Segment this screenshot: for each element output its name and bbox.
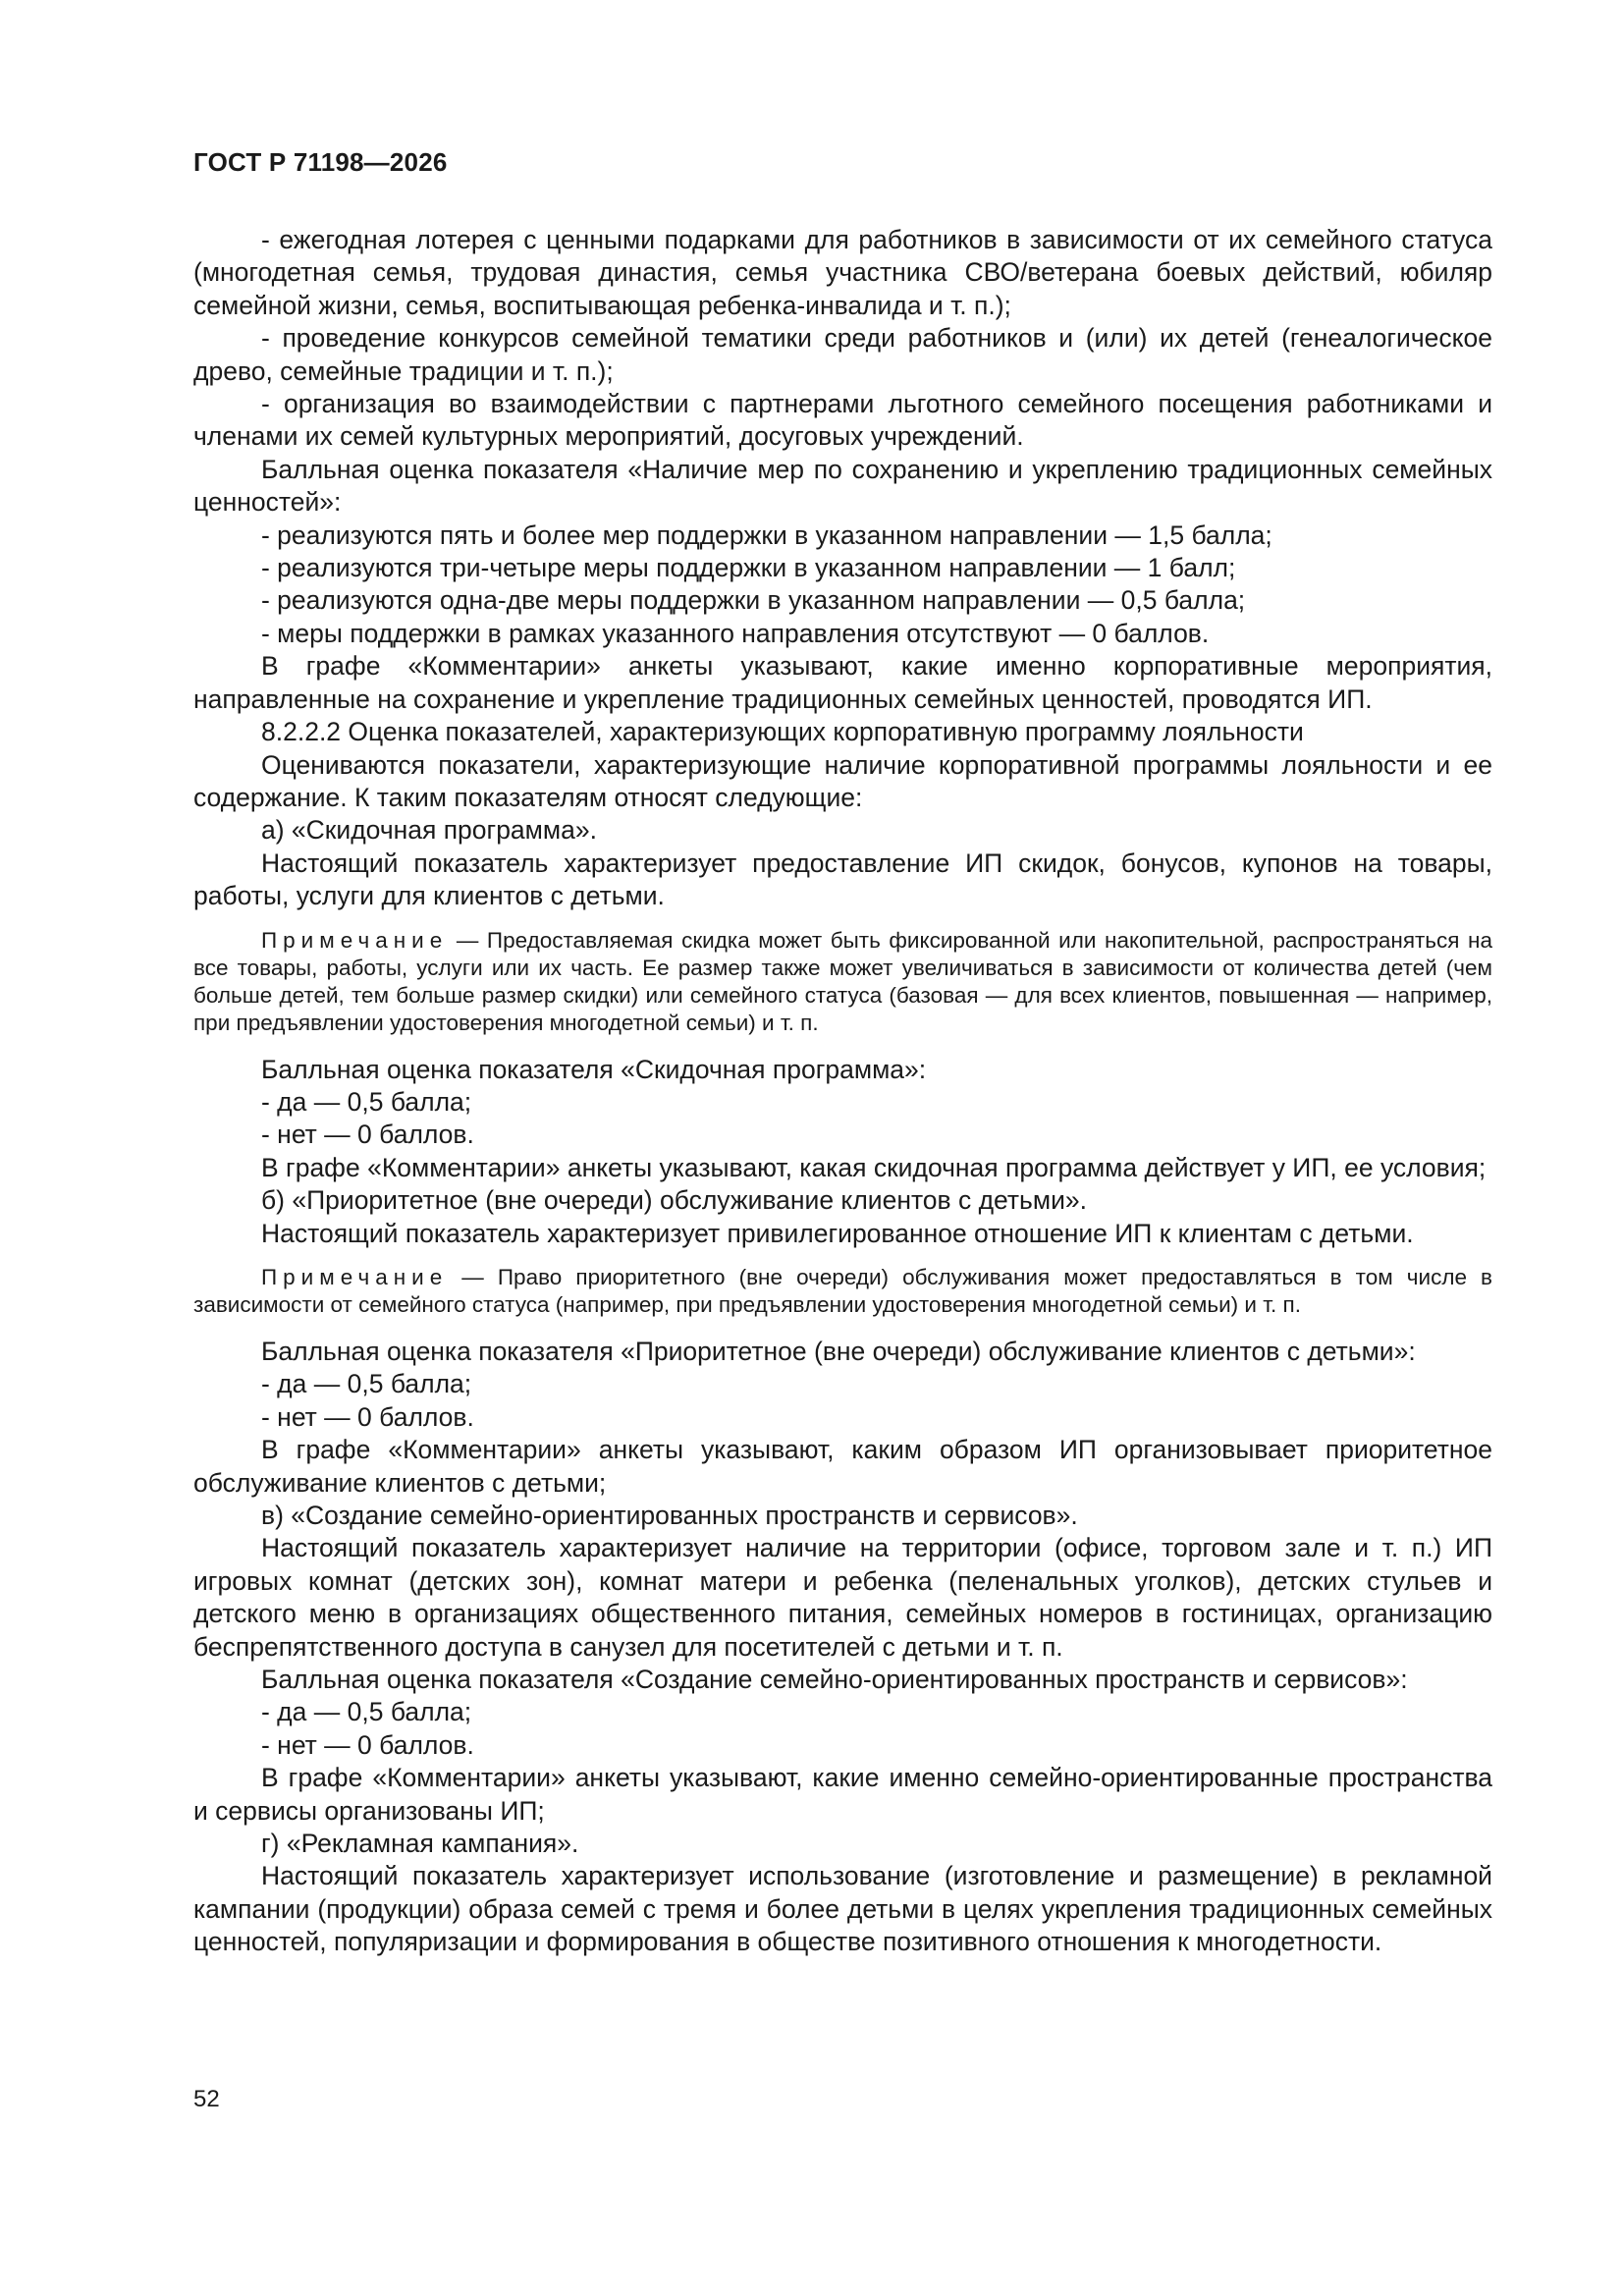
list-item: в) «Создание семейно-ориентированных пространств и сервисов». [261,1501,1078,1530]
list-item: - да — 0,5 балла; [261,1697,472,1727]
list-item: - да — 0,5 балла; [261,1369,472,1399]
paragraph: Балльная оценка показателя «Приоритетное (вне очереди) обслуживание клиентов с детьми»: [261,1336,1416,1366]
list-item: - ежегодная лотерея с ценными подарками для работников в зависимости от их семейного статуса (многодетная семья, трудовая династия, семья участника СВО/ветерана боевых действий, юбиляр семейной жизни, семья, воспитывающая ребенка-инвалида и т. п.); [193,225,1492,320]
list-item: г) «Рекламная кампания». [261,1829,579,1859]
paragraph: В графе «Комментарии» анкеты указывают, какие именно семейно-ориентированные пространства и сервисы организованы ИП; [193,1763,1492,1826]
list-item: - реализуются одна-две меры поддержки в указанном направлении — 0,5 балла; [261,585,1246,616]
paragraph: Оцениваются показатели, характеризующие наличие корпоративной программы лояльности и ее содержание. К таким показателям относят следующие: [193,749,1492,812]
list-item: - организация во взаимодействии с партнерами льготного семейного посещения работниками и членами их семей культурных мероприятий, досуговых учреждений. [193,389,1492,452]
note-label: Примечание [261,927,449,953]
document-body [193,224,1492,1959]
section-heading: 8.2.2.2 Оценка показателей, характеризующих корпоративную программу лояльности [261,717,1304,747]
list-item: а) «Скидочная программа». [261,815,597,846]
paragraph: Настоящий показатель характеризует наличие на территории (офисе, торговом зале и т. п.) ИП игровых комнат (детских зон), комнат матери и ребенка (пеленальных уголков), детских стульев и детского меню в организациях общественного питания, семейных номеров в гостиницах, организацию беспрепятственного доступа в санузел для посетителей с детьми и т. п. [193,1533,1492,1662]
paragraph: В графе «Комментарии» анкеты указывают, какая скидочная программа действует у ИП, ее условия; [261,1152,1487,1182]
list-item: - да — 0,5 балла; [261,1086,472,1117]
list-item: - нет — 0 баллов. [261,1120,474,1150]
paragraph: В графе «Комментарии» анкеты указывают, какие именно корпоративные мероприятия, направленные на сохранение и укрепление традиционных семейных ценностей, проводятся ИП. [193,651,1492,714]
note [193,927,1492,1037]
paragraph: Настоящий показатель характеризует предоставление ИП скидок, бонусов, купонов на товары, работы, услуги для клиентов с детьми. [193,847,1492,911]
note-label: Примечание [261,1264,449,1289]
paragraph: Настоящий показатель характеризует привилегированное отношение ИП к клиентам с детьми. [261,1218,1414,1248]
paragraph: Балльная оценка показателя «Наличие мер по сохранению и укреплению традиционных семейных ценностей»: [193,454,1492,518]
list-item: б) «Приоритетное (вне очереди) обслуживание клиентов с детьми». [261,1185,1087,1216]
paragraph: Балльная оценка показателя «Создание семейно-ориентированных пространств и сервисов»: [261,1665,1408,1695]
list-item: - нет — 0 баллов. [261,1729,474,1760]
paragraph: Настоящий показатель характеризует использование (изготовление и размещение) в рекламной кампании (продукции) образа семей с тремя и более детьми в целях укрепления традиционных семейных ценностей, популяризации и формирования в обществе позитивного отношения к многодетности. [193,1861,1492,1957]
page-number: 52 [193,2086,220,2112]
note-text: — Право приоритетного (вне очереди) обслуживания может предоставляться в том числе в зависимости от семейного статуса (например, при предъявлении удостоверения многодетной семьи) и т. п. [193,1264,1492,1317]
list-item: - проведение конкурсов семейной тематики среди работников и (или) их детей (генеалогическое древо, семейные традиции и т. п.); [193,323,1492,386]
list-item: - нет — 0 баллов. [261,1401,474,1432]
document-header: ГОСТ Р 71198—2026 [193,147,448,177]
list-item: - реализуются пять и более мер поддержки в указанном направлении — 1,5 балла; [261,519,1272,550]
note-text: — Предоставляемая скидка может быть фиксированной или накопительной, распространяться на все товары, работы, услуги или их часть. Ее размер также может увеличиваться в зависимости от количества детей (чем больше детей, тем больше размер скидки) или семейного статуса (базовая — для всех клиентов, повышенная — например, при предъявлении удостоверения многодетной семьи) и т. п. [193,927,1492,1035]
note [193,1264,1492,1319]
list-item: - реализуются три-четыре меры поддержки в указанном направлении — 1 балл; [261,553,1236,583]
paragraph: Балльная оценка показателя «Скидочная программа»: [261,1054,927,1084]
paragraph: В графе «Комментарии» анкеты указывают, каким образом ИП организовывает приоритетное обслуживание клиентов с детьми; [193,1435,1492,1498]
list-item: - меры поддержки в рамках указанного направления отсутствуют — 0 баллов. [261,618,1210,648]
